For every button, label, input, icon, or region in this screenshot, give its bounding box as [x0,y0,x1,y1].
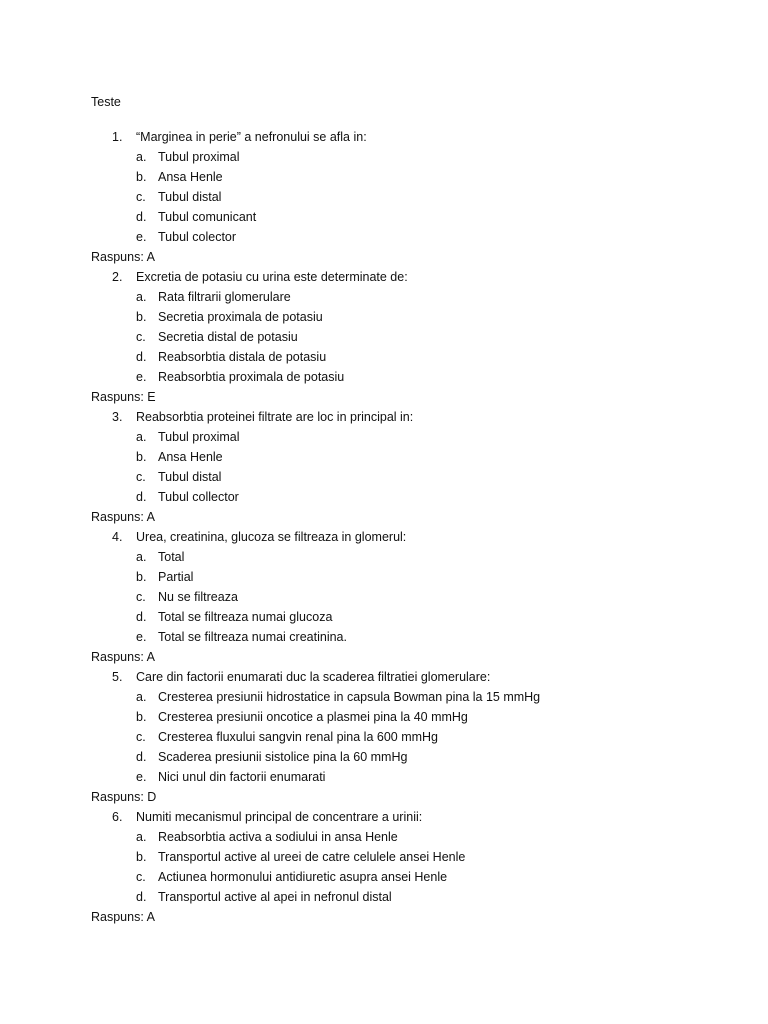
question-2 [0,267,768,287]
answer-option [0,207,768,227]
option-letter: b. [136,710,147,724]
question-number: 2. [112,270,123,284]
question-number: 1. [112,130,123,144]
answer-option [0,567,768,587]
question-number: 3. [112,410,123,424]
option-text: Actiunea hormonului antidiuretic asupra ansei Henle [158,870,448,884]
option-text: Partial [158,570,194,584]
option-letter: c. [136,590,146,604]
question-text: “Marginea in perie” a nefronului se afla in: [136,130,367,144]
option-letter: a. [136,290,147,304]
option-letter: d. [136,890,147,904]
option-text: Nu se filtreaza [158,590,238,604]
option-text: Ansa Henle [158,450,223,464]
option-text: Reabsorbtia activa a sodiului in ansa Henle [158,830,398,844]
answer-option [0,747,768,767]
option-letter: a. [136,550,147,564]
answer-key [0,387,768,407]
option-text: Total se filtreaza numai creatinina. [158,630,347,644]
option-letter: a. [136,430,147,444]
answer-option [0,687,768,707]
answer-option [0,367,768,387]
option-letter: e. [136,230,147,244]
question-3 [0,407,768,427]
option-letter: b. [136,310,147,324]
answer-option [0,147,768,167]
answer-option [0,187,768,207]
option-text: Ansa Henle [158,170,223,184]
option-text: Rata filtrarii glomerulare [158,290,291,304]
answer-key [0,787,768,807]
option-letter: e. [136,370,147,384]
question-number: 6. [112,810,123,824]
option-text: Total [158,550,185,564]
option-text: Tubul proximal [158,430,240,444]
option-letter: d. [136,610,147,624]
option-text: Reabsorbtia proximala de potasiu [158,370,345,384]
option-letter: c. [136,730,146,744]
answer-option [0,767,768,787]
answer-option [0,487,768,507]
question-text: Numiti mecanismul principal de concentrare a urinii: [136,810,423,824]
answer-option [0,887,768,907]
answer-key [0,907,768,927]
answer-text: Raspuns: A [91,510,155,524]
answer-option [0,227,768,247]
question-text: Reabsorbtia proteinei filtrate are loc in principal in: [136,410,414,424]
question-text: Care din factorii enumarati duc la scaderea filtratiei glomerulare: [136,670,491,684]
option-letter: d. [136,350,147,364]
question-4 [0,527,768,547]
answer-option [0,307,768,327]
question-6 [0,807,768,827]
option-letter: a. [136,690,147,704]
answer-key [0,247,768,267]
question-text: Excretia de potasiu cu urina este determinate de: [136,270,408,284]
answer-option [0,547,768,567]
question-number: 4. [112,530,123,544]
option-letter: c. [136,190,146,204]
option-text: Tubul collector [158,490,239,504]
option-text: Tubul distal [158,190,222,204]
answer-option [0,167,768,187]
option-letter: c. [136,470,146,484]
option-text: Secretia distal de potasiu [158,330,298,344]
answer-option [0,627,768,647]
option-letter: c. [136,870,146,884]
answer-option [0,287,768,307]
option-text: Scaderea presiunii sistolice pina la 60 mmHg [158,750,408,764]
answer-option [0,347,768,367]
answer-text: Raspuns: A [91,910,155,924]
option-text: Transportul active al ureei de catre celulele ansei Henle [158,850,466,864]
option-text: Cresterea presiunii hidrostatice in capsula Bowman pina la 15 mmHg [158,690,541,704]
answer-option [0,327,768,347]
option-text: Secretia proximala de potasiu [158,310,323,324]
option-text: Total se filtreaza numai glucoza [158,610,333,624]
option-text: Reabsorbtia distala de potasiu [158,350,327,364]
answer-text: Raspuns: E [91,390,156,404]
answer-option [0,607,768,627]
answer-option [0,587,768,607]
answer-option [0,827,768,847]
option-letter: e. [136,770,147,784]
question-number: 5. [112,670,123,684]
option-text: Tubul distal [158,470,222,484]
answer-option [0,847,768,867]
option-text: Cresterea fluxului sangvin renal pina la 600 mmHg [158,730,439,744]
answer-text: Raspuns: A [91,250,155,264]
question-text: Urea, creatinina, glucoza se filtreaza in glomerul: [136,530,407,544]
option-text: Tubul proximal [158,150,240,164]
option-text: Tubul colector [158,230,237,244]
answer-key [0,507,768,527]
option-text: Nici unul din factorii enumarati [158,770,326,784]
answer-key [0,647,768,667]
option-letter: b. [136,170,147,184]
option-letter: d. [136,490,147,504]
answer-option [0,447,768,467]
answer-text: Raspuns: A [91,650,155,664]
answer-option [0,707,768,727]
question-1 [0,127,768,147]
answer-text: Raspuns: D [91,790,157,804]
option-letter: b. [136,850,147,864]
option-text: Transportul active al apei in nefronul distal [158,890,392,904]
option-letter: b. [136,570,147,584]
answer-option [0,727,768,747]
option-letter: a. [136,830,147,844]
option-letter: d. [136,750,147,764]
option-letter: c. [136,330,146,344]
option-letter: d. [136,210,147,224]
option-letter: b. [136,450,147,464]
option-letter: e. [136,630,147,644]
answer-option [0,867,768,887]
answer-option [0,467,768,487]
answer-option [0,427,768,447]
page-title: Teste [91,95,121,109]
question-list [0,127,768,927]
option-text: Cresterea presiunii oncotice a plasmei pina la 40 mmHg [158,710,468,724]
option-letter: a. [136,150,147,164]
question-5 [0,667,768,687]
option-text: Tubul comunicant [158,210,257,224]
